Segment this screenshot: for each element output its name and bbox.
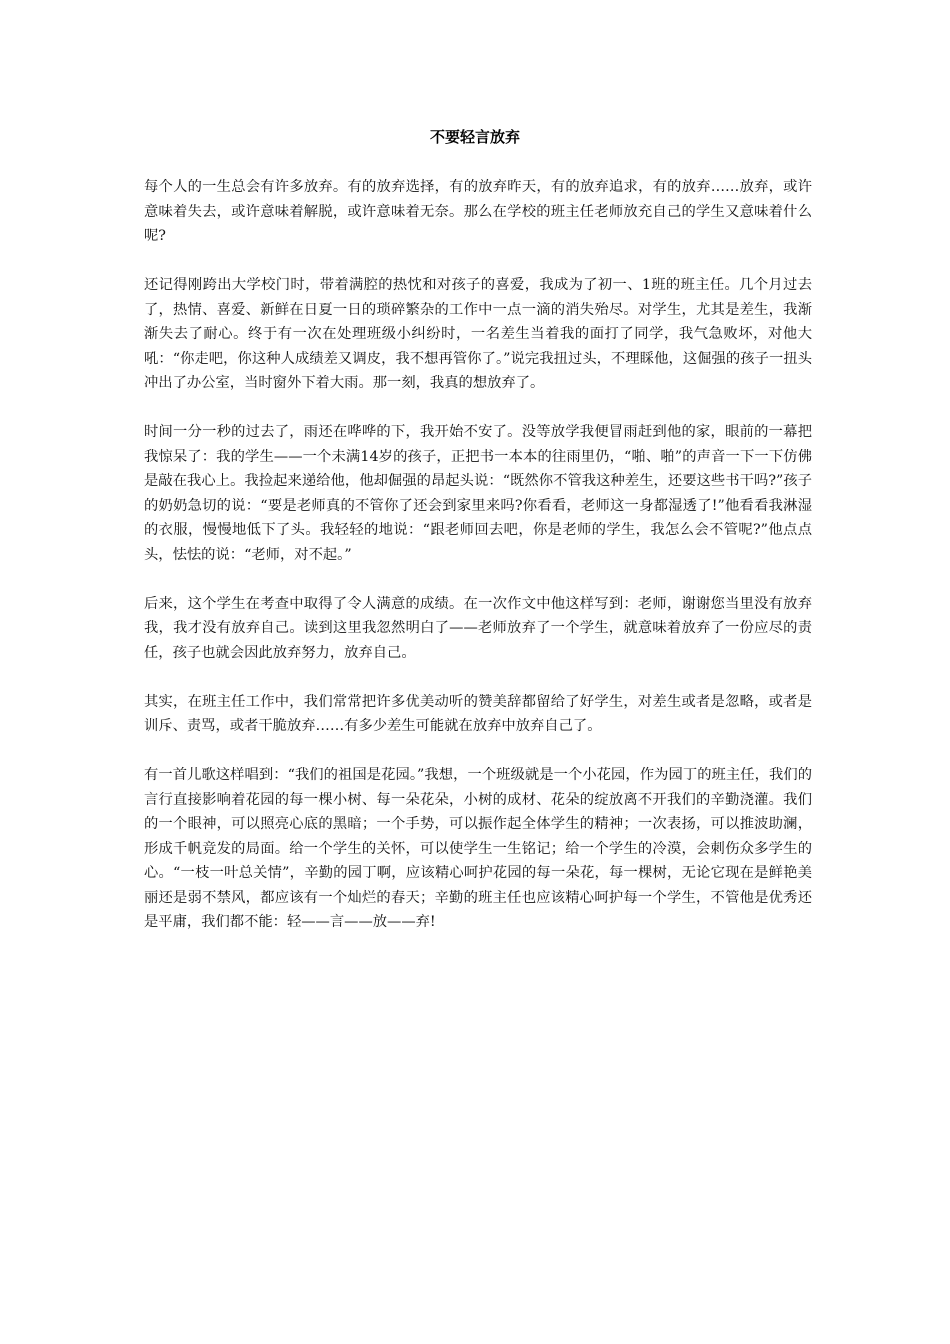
document-title: 不要轻言放弃 — [429, 128, 520, 146]
document-body — [144, 175, 812, 959]
paragraph-3: 时间一分一秒的过去了，雨还在哗哗的下，我开始不安了。没等放学我便冒雨赶到他的家，眼前的一幕把我惊呆了：我的学生——一个未满14岁的孩子，正把书一本本的往雨里仍，“啪、啪”的声音一下一下仿佛是敲在我心上。我捡起来递给他，他却倔强的昂起头说：“既然你不管我这种差生，还要这些书干吗?”孩子的奶奶急切的说：“要是老师真的不管你了还会到家里来吗?你看看，老师这一身都湿透了!”他看看我淋湿的衣服，慢慢地低下了头。我轻轻的地说：“跟老师回去吧，你是老师的学生，我怎么会不管呢?”他点点头，怯怯的说：“老师，对不起。” — [144, 424, 812, 563]
paragraph-1: 每个人的一生总会有许多放弃。有的放弃选择，有的放弃昨天，有的放弃追求，有的放弃……放弃，或许意味着失去，或许意味着解脱，或许意味着无奈。那么在学校的班主任老师放充自己的学生又意味着什么呢? — [144, 179, 812, 244]
paragraph-2: 还记得刚跨出大学校门时，带着满腔的热忱和对孩子的喜爱，我成为了初一、1班的班主任。几个月过去了，热情、喜爱、新鲜在日夏一日的琐碎繁杂的工作中一点一滴的消失殆尽。对学生，尤其是差生，我渐渐失去了耐心。终于有一次在处理班级小纠纷时，一名差生当着我的面打了同学，我气急败坏，对他大吼：“你走吧，你这种人成绩差又调皮，我不想再管你了。”说完我扭过头，不理睬他，这倔强的孩子一扭头冲出了办公室，当时窗外下着大雨。那一刻，我真的想放弃了。 — [144, 277, 812, 391]
paragraph-4: 后来，这个学生在考查中取得了令人满意的成绩。在一次作文中他这样写到：老师，谢谢您当里没有放弃我，我才没有放弃自己。读到这里我忽然明白了——老师放弃了一个学生，就意味着放弃了一份应尽的责任，孩子也就会因此放弃努力，放弃自己。 — [144, 595, 812, 661]
paragraph-6: 有一首儿歌这样唱到：“我们的祖国是花园。”我想，一个班级就是一个小花园，作为园丁的班主任，我们的言行直接影响着花园的每一棵小树、每一朵花朵，小树的成材、花朵的绽放离不开我们的辛勤浇灌。我们的一个眼神，可以照亮心底的黑暗；一个手势，可以振作起全体学生的精神；一次表扬，可以推波助澜，形成千帆竞发的局面。给一个学生的关怀，可以使学生一生铭记；给一个学生的冷漠，会刺伤众多学生的心。“一枝一叶总关情”，辛勤的园丁啊，应该精心呵护花园的每一朵花，每一棵树，无论它现在是鲜艳美丽还是弱不禁风，都应该有一个灿烂的春天；辛勤的班主任也应该精心呵护每一个学生，不管他是优秀还是平庸，我们都不能：轻——言——放——弃! — [144, 767, 812, 930]
paragraph-5: 其实，在班主任工作中，我们常常把许多优美动听的赞美辞都留给了好学生，对差生或者是忽略，或者是训斥、责骂，或者干脆放弃……有多少差生可能就在放弃中放弃自己了。 — [144, 693, 812, 734]
